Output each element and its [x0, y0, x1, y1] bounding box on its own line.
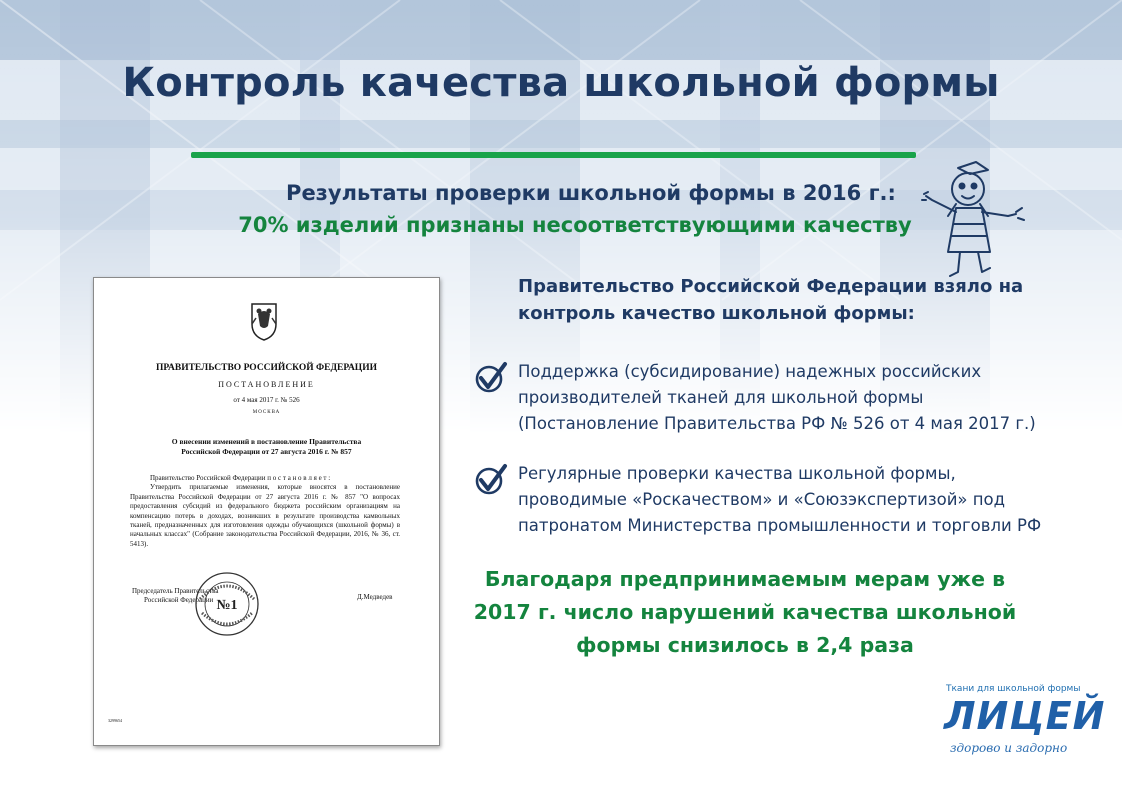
- checkmark-icon: [474, 462, 508, 496]
- decree-document: [93, 277, 440, 746]
- doc-city: МОСКВА: [252, 410, 281, 415]
- content-heading: Правительство Российской Федерации взяло на контроль качество школьной формы:: [518, 276, 1024, 324]
- doc-government: ПРАВИТЕЛЬСТВО РОССИЙСКОЙ ФЕДЕРАЦИИ: [156, 363, 377, 373]
- bullet-inspections: Регулярные проверки качества школьной формы, проводимые «Роскачеством» и «Союзэкспертизой» под патронатом Министерства промышленности и торговли РФ: [518, 464, 1042, 535]
- doc-body: [130, 474, 400, 549]
- doc-body-text: Утвердить прилагаемые изменения, которые вносятся в постановление Правительства Российской Федерации от 27 августа 2016 г. № 857 "О вопросах предоставления субсидий из федерального бюджета российским организациям на компенсацию потерь в доходах, возникших в результате производства камвольных тканей, предназначенных для изготовления одежды обучающихся (школьной формы) в начальных классах" (Собрание законодательства Российской Федерации, 2016, № 36, ст. 5413).: [130, 483, 400, 548]
- title-underline: [191, 152, 916, 158]
- coat-of-arms-icon: [244, 300, 284, 342]
- brand-slogan: здорово и задорно: [950, 741, 1068, 755]
- doc-body-intro: Правительство Российской Федерации п о с т а н о в л я е т :: [150, 474, 331, 482]
- stamp-number: №1: [216, 598, 238, 613]
- official-stamp-icon: [194, 571, 260, 637]
- subtitle-line-2: 70% изделий признаны несоответствующими качеству: [238, 213, 912, 237]
- checkmark-icon: [474, 360, 508, 394]
- bullet-subsidy: Поддержка (субсидирование) надежных российских производителей тканей для школьной формы (Постановление Правительства РФ № 526 от 4 мая 2017 г.): [518, 362, 1036, 433]
- doc-type: ПОСТАНОВЛЕНИЕ: [218, 380, 315, 389]
- doc-date-number: от 4 мая 2017 г. № 526: [233, 396, 300, 404]
- doc-signer-title-line1: Председатель Правительства: [132, 587, 219, 595]
- brand-logo: ЛИЦЕЙ: [944, 694, 1106, 738]
- brand-tagline: Ткани для школьной формы: [946, 684, 1081, 694]
- subtitle-line-1: Результаты проверки школьной формы в 2016 г.:: [286, 181, 896, 205]
- doc-signer-name: Д.Медведев: [357, 593, 393, 601]
- doc-code: 3299654: [108, 718, 122, 723]
- doc-heading: О внесении изменений в постановление Правительства Российской Федерации от 27 августа 2016 г. № 857: [171, 437, 362, 456]
- doc-signer-title-line2: Российской Федерации: [144, 596, 214, 604]
- result-statement: Благодаря предпринимаемым мерам уже в 2017 г. число нарушений качества школьной формы снизилось в 2,4 раза: [473, 567, 1017, 657]
- schoolgirl-mascot-icon: [918, 156, 1030, 280]
- slide-title: Контроль качества школьной формы: [122, 60, 1000, 106]
